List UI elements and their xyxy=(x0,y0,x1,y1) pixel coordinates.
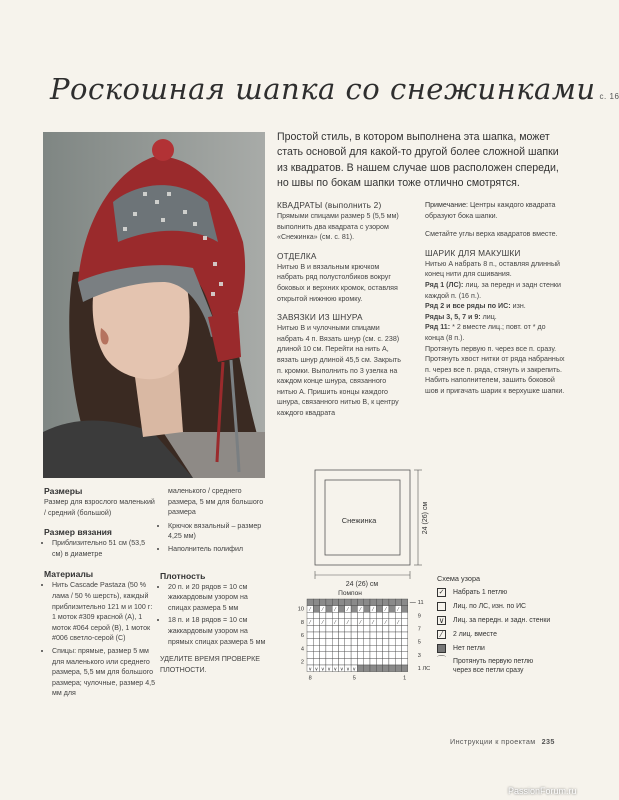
chart-cell xyxy=(402,625,408,632)
page-reference: с. 16 xyxy=(599,92,619,101)
chart-cell xyxy=(339,639,345,646)
chart-cell xyxy=(307,658,313,665)
chart-cell xyxy=(402,619,408,626)
row-2: Ряд 2 и все ряды по ИС: изн. xyxy=(425,302,526,311)
chart-cell xyxy=(376,652,382,659)
chart-cell xyxy=(364,625,370,632)
chart-cell xyxy=(364,652,370,659)
knit-size-list xyxy=(44,538,156,559)
chart-cell xyxy=(332,645,338,652)
kfb-symbol: ∨ xyxy=(352,666,357,673)
footer-text: Инструкции к проектам xyxy=(450,737,536,746)
pull-through-icon: ⌒ xyxy=(437,655,447,665)
chart-cell xyxy=(389,612,395,619)
row-number: 9 xyxy=(417,613,421,620)
k2tog-symbol: ⁄ xyxy=(322,620,324,627)
chart-cell xyxy=(370,652,376,659)
chart-cell xyxy=(345,599,351,606)
chart-cell xyxy=(402,658,408,665)
chart-cell xyxy=(389,599,395,606)
chart-cell xyxy=(357,645,363,652)
chart-cell xyxy=(320,612,326,619)
continued-text: маленького / среднего размера, 5 мм для большого размера xyxy=(168,487,264,517)
k2tog-icon: ⁄ xyxy=(437,630,446,639)
sizes-heading: Размеры xyxy=(44,486,83,496)
chart-cell xyxy=(383,632,389,639)
chart-cell xyxy=(326,625,332,632)
sizes-text: Размер для взрослого маленький / средний (большой) xyxy=(44,498,155,517)
intro-paragraph: Простой стиль, в котором выполнена эта шапка, может стать основой для какой-то другой более сложной шапки из квадратов. В нашем случае шов расположен спереди, но швы по бокам шапки тоже отлично смотрятся. xyxy=(277,131,559,190)
chart-cell xyxy=(357,665,363,672)
chart-cell xyxy=(313,632,319,639)
cast-on-icon: ✓ xyxy=(438,588,445,596)
list-item: • 20 п. и 20 рядов = 10 см жаккардовым узором на спицах размера 5 мм xyxy=(168,582,272,614)
row-number: 1 ЛС xyxy=(417,666,431,673)
chart-cell xyxy=(326,619,332,626)
rows-3-9: Ряды 3, 5, 7 и 9: лиц. xyxy=(425,312,497,321)
row-number: 7 xyxy=(417,626,421,633)
page-title: Роскошная шапка со снежинками с. 16 xyxy=(50,72,619,106)
chart-cell xyxy=(307,652,313,659)
legend-item: Нет петли xyxy=(437,641,550,655)
chart-cell xyxy=(402,612,408,619)
chart-cell xyxy=(402,599,408,606)
density-heading: Плотность xyxy=(160,570,206,581)
chart-cell xyxy=(376,599,382,606)
chart-cell xyxy=(313,645,319,652)
chart-cell xyxy=(320,639,326,646)
row-number: 6 xyxy=(300,633,304,640)
chart-cell xyxy=(364,665,370,672)
ties-text: Нитью B и чулочными спицами набрать 4 п. Вязать шнур (см. с. 238) длиной 10 см. Перейти на нить A, вязать шнур длиной 45,5 см. Закрыть п. кромки. Выполнить по 3 узелка на каждом конце шнура, связанного нитью A. Пришить концы каждого шнура, связанного нитью B, к центру каждого квадрата xyxy=(277,324,401,417)
materials-list xyxy=(44,580,156,699)
chart-cell xyxy=(395,612,401,619)
pompom-chart xyxy=(290,586,438,696)
chart-cell xyxy=(332,652,338,659)
chart-cell xyxy=(345,632,351,639)
k2tog-symbol: ⁄ xyxy=(385,620,387,627)
chart-cell xyxy=(313,652,319,659)
chart-cell xyxy=(370,645,376,652)
chart-cell xyxy=(357,652,363,659)
chart-cell xyxy=(389,625,395,632)
squares-heading: КВАДРАТЫ (выполнить 2) xyxy=(277,200,382,210)
chart-top-label: Помпон xyxy=(338,590,362,597)
chart-cell xyxy=(351,645,357,652)
row-1: Ряд 1 (ЛС): лиц. за передн и задн стенки каждой п. (16 п.). xyxy=(425,280,561,300)
kfb-symbol: ∨ xyxy=(346,666,350,673)
pompom-cast-on: Нитью A набрать 8 п., оставляя длинный конец нити для сшивания. xyxy=(425,259,561,279)
column-number: 5 xyxy=(352,675,356,682)
list-item: • Спицы: прямые, размер 5 мм для маленького или среднего размера, 5,5 мм для большого размера; чулочные, размер 4,5 мм для xyxy=(52,646,156,699)
row-number: 8 xyxy=(300,619,304,626)
column-number: 1 xyxy=(403,675,407,682)
chart-cell xyxy=(332,632,338,639)
chart-cell xyxy=(307,625,313,632)
chart-cell xyxy=(357,625,363,632)
chart-cell xyxy=(376,658,382,665)
kfb-icon: ∨ xyxy=(438,615,445,625)
chart-cell xyxy=(326,658,332,665)
chart-cell xyxy=(345,625,351,632)
chart-cell xyxy=(364,632,370,639)
row-11: Ряд 11: * 2 вместе лиц.; повт. от * до конца (8 п.). xyxy=(425,323,546,342)
chart-cell xyxy=(389,619,395,626)
squares-text: Прямыми спицами размер 5 (5,5 мм) выполнить два квадрата с узором «Снежинка» (см. с. 81). xyxy=(277,212,399,242)
density-list xyxy=(160,582,272,648)
chart-cell xyxy=(326,632,332,639)
chart-cell xyxy=(313,612,319,619)
kfb-symbol: ∨ xyxy=(320,666,325,673)
row-number: 3 xyxy=(417,652,421,659)
chart-cell xyxy=(376,665,382,672)
chart-cell xyxy=(345,645,351,652)
chart-cell xyxy=(402,632,408,639)
chart-cell xyxy=(326,645,332,652)
chart-cell xyxy=(383,658,389,665)
chart-cell xyxy=(307,639,313,646)
chart-cell xyxy=(395,658,401,665)
chart-cell xyxy=(351,619,357,626)
chart-cell xyxy=(364,645,370,652)
k2tog-symbol: ⁄ xyxy=(397,620,399,627)
chart-cell xyxy=(307,645,313,652)
legend-title: Схема узора xyxy=(437,574,481,583)
chart-cell xyxy=(326,599,332,606)
sew-text: Сметайте углы верха квадратов вместе. xyxy=(425,230,558,239)
chart-cell xyxy=(402,652,408,659)
chart-cell xyxy=(313,639,319,646)
height-label: 24 (26) см xyxy=(422,501,429,535)
chart-cell xyxy=(383,665,389,672)
chart-cell xyxy=(351,639,357,646)
chart-cell xyxy=(332,599,338,606)
chart-cell xyxy=(326,612,332,619)
legend-item: ∨ Лиц. за передн. и задн. стенки xyxy=(438,615,551,625)
chart-cell xyxy=(357,632,363,639)
chart-cell xyxy=(376,606,382,613)
list-item: • Приблизительно 51 см (53,5 см) в диаметре xyxy=(52,538,156,559)
list-item: • 18 п. и 18 рядов = 10 см жаккардовым узором на прямых спицах размера 5 мм xyxy=(168,615,272,647)
chart-cell xyxy=(357,612,363,619)
chart-cell xyxy=(307,599,313,606)
list-item: • Нить Cascade Pastaza (50 % лама / 50 % шерсть), каждый приблизительно 121 м и 100 г: 1 моток #309 красной (A), 1 моток #064 серой (B), 1 моток #006 светло-серой (C) xyxy=(52,580,156,644)
chart-cell xyxy=(351,625,357,632)
knit-size-heading: Размер вязания xyxy=(44,527,112,538)
list-item: • Крючок вязальный – размер 4,25 мм) xyxy=(168,521,272,542)
chart-cell xyxy=(320,632,326,639)
chart-cell xyxy=(351,612,357,619)
chart-cell xyxy=(339,606,345,613)
pompom-finish: Протянуть первую п. через все п. сразу. Протянуть хвост нитки от ряда набранных п. через все п. ряда, стянуть и закрепить. Набить наполнителем, зашить боковой шов и пригачать шарик к верхушке шапки. xyxy=(425,344,565,395)
instructions-column xyxy=(277,200,405,419)
chart-cell xyxy=(376,639,382,646)
chart-cell xyxy=(339,625,345,632)
chart-cell xyxy=(402,606,408,613)
k2tog-symbol: ⁄ xyxy=(360,620,361,627)
materials-heading: Материалы xyxy=(44,569,94,580)
chart-cell xyxy=(364,658,370,665)
note-text: Центры каждого квадрата образуют бока шапки. xyxy=(425,201,556,220)
chart-cell xyxy=(326,606,332,613)
k2tog-symbol: ⁄ xyxy=(322,607,324,613)
chart-cell xyxy=(376,625,382,632)
chart-cell xyxy=(357,639,363,646)
chart-cell xyxy=(395,639,401,646)
knit-icon xyxy=(437,602,446,611)
chart-cell xyxy=(364,599,370,606)
finishing-heading: ОТДЕЛКА xyxy=(277,250,317,261)
chart-cell xyxy=(370,599,376,606)
chart-cell xyxy=(376,619,382,626)
kfb-symbol: ∨ xyxy=(327,666,331,673)
k2tog-symbol: ⁄ xyxy=(347,607,349,613)
width-label: 24 (26) см xyxy=(345,581,379,588)
k2tog-symbol: ⁄ xyxy=(334,607,336,613)
chart-cell xyxy=(364,612,370,619)
row-number: 10 xyxy=(297,606,304,613)
chart-cell xyxy=(395,625,401,632)
kfb-symbol: ∨ xyxy=(308,666,312,673)
no-stitch-icon xyxy=(437,644,446,653)
pompom-heading: ШАРИК ДЛЯ МАКУШКИ xyxy=(425,247,521,258)
chart-cell xyxy=(339,612,345,619)
k2tog-symbol: ⁄ xyxy=(309,620,311,627)
page-number: 235 xyxy=(541,737,555,746)
chart-cell xyxy=(357,599,363,606)
chart-cell xyxy=(332,612,338,619)
chart-cell xyxy=(351,606,357,613)
chart-cell xyxy=(339,658,345,665)
chart-cell xyxy=(376,632,382,639)
chart-cell xyxy=(370,612,376,619)
k2tog-symbol: ⁄ xyxy=(372,607,374,613)
watermark: PassionForum.ru xyxy=(508,786,577,796)
chart-cell xyxy=(370,632,376,639)
chart-cell xyxy=(364,619,370,626)
chart-cell xyxy=(339,599,345,606)
chart-cell xyxy=(339,652,345,659)
specs-column xyxy=(44,486,156,701)
chart-cell xyxy=(383,599,389,606)
chart-cell xyxy=(313,625,319,632)
chart-cell xyxy=(383,639,389,646)
pompom-column xyxy=(425,200,565,397)
chart-cell xyxy=(383,652,389,659)
row-number: 4 xyxy=(300,646,304,653)
chart-cell xyxy=(313,658,319,665)
chart-cell xyxy=(395,665,401,672)
chart-cell xyxy=(326,639,332,646)
finishing-text: Нитью B и вязальным крючком набрать ряд полустолбиков вокруг боковых и верхних кромок, оставляя открытой нижнюю кромку. xyxy=(277,262,398,303)
chart-cell xyxy=(351,632,357,639)
chart-cell xyxy=(395,645,401,652)
chart-cell xyxy=(345,612,351,619)
chart-cell xyxy=(402,639,408,646)
legend-item: Лиц. по ЛС, изн. по ИС xyxy=(437,599,550,613)
k2tog-symbol: ⁄ xyxy=(334,620,336,627)
chart-cell xyxy=(320,652,326,659)
chart-cell xyxy=(389,652,395,659)
legend-item: ⁄ 2 лиц. вместе xyxy=(437,627,550,641)
chart-cell xyxy=(402,645,408,652)
chart-cell xyxy=(364,606,370,613)
chart-cell xyxy=(383,645,389,652)
kfb-symbol: ∨ xyxy=(339,666,344,673)
chart-cell xyxy=(370,658,376,665)
chart-cell xyxy=(332,625,338,632)
chart-cell xyxy=(326,652,332,659)
chart-cell xyxy=(351,658,357,665)
tools-list xyxy=(160,521,272,555)
k2tog-symbol: ⁄ xyxy=(385,607,387,613)
chart-cell xyxy=(402,665,408,672)
chart-cell xyxy=(351,652,357,659)
chart-cell xyxy=(313,606,319,613)
kfb-symbol: ∨ xyxy=(314,666,319,673)
kfb-symbol: ∨ xyxy=(333,666,338,673)
model-photo xyxy=(43,132,265,478)
chart-cell xyxy=(395,632,401,639)
chart-cell xyxy=(389,606,395,613)
row-number: 2 xyxy=(300,659,304,666)
square-label: Снежинка xyxy=(341,516,377,525)
gauge-note: УДЕЛИТЕ ВРЕМЯ ПРОВЕРКЕ ПЛОТНОСТИ. xyxy=(160,655,260,674)
legend-item: ⌒ Протянуть первую петлю через все петли сразу xyxy=(437,655,534,674)
k2tog-symbol: ⁄ xyxy=(397,607,399,613)
chart-cell xyxy=(320,658,326,665)
column-number: 8 xyxy=(308,675,312,682)
note-paragraph xyxy=(425,200,565,221)
chart-cell xyxy=(345,652,351,659)
row-number: 11 xyxy=(417,600,424,607)
chart-cell xyxy=(320,645,326,652)
chart-cell xyxy=(389,639,395,646)
chart-cell xyxy=(307,612,313,619)
note-label: Примечание: xyxy=(425,201,469,209)
chart-cell xyxy=(376,612,382,619)
chart-cell xyxy=(395,652,401,659)
chart-cell xyxy=(320,599,326,606)
legend-item: ✓ Набрать 1 петлю xyxy=(438,588,508,596)
k2tog-symbol: ⁄ xyxy=(347,620,349,627)
chart-cell xyxy=(313,599,319,606)
chart-cell xyxy=(370,639,376,646)
page-footer xyxy=(450,737,555,746)
k2tog-symbol: ⁄ xyxy=(372,620,374,627)
chart-cell xyxy=(339,645,345,652)
chart-cell xyxy=(383,625,389,632)
chart-cell xyxy=(345,658,351,665)
chart-cell xyxy=(389,665,395,672)
k2tog-symbol: ⁄ xyxy=(309,607,311,613)
chart-cell xyxy=(389,658,395,665)
chart-cell xyxy=(370,665,376,672)
chart-cell xyxy=(332,658,338,665)
chart-cell xyxy=(345,639,351,646)
chart-cell xyxy=(395,599,401,606)
chart-cell xyxy=(351,599,357,606)
chart-legend xyxy=(437,574,550,675)
chart-cell xyxy=(364,639,370,646)
chart-cell xyxy=(383,612,389,619)
chart-cell xyxy=(389,632,395,639)
tools-column xyxy=(160,486,272,675)
chart-cell xyxy=(320,625,326,632)
list-item: • Наполнитель полифил xyxy=(168,544,272,555)
chart-cell xyxy=(376,645,382,652)
k2tog-symbol: ⁄ xyxy=(360,607,361,613)
chart-cell xyxy=(339,632,345,639)
chart-cell xyxy=(339,619,345,626)
row-number: 5 xyxy=(417,639,421,646)
chart-cell xyxy=(389,645,395,652)
chart-cell xyxy=(307,632,313,639)
ties-heading: ЗАВЯЗКИ ИЗ ШНУРА xyxy=(277,312,363,323)
square-diagram xyxy=(300,462,430,592)
chart-cell xyxy=(370,625,376,632)
chart-cell xyxy=(313,619,319,626)
chart-cell xyxy=(357,658,363,665)
chart-cell xyxy=(332,639,338,646)
